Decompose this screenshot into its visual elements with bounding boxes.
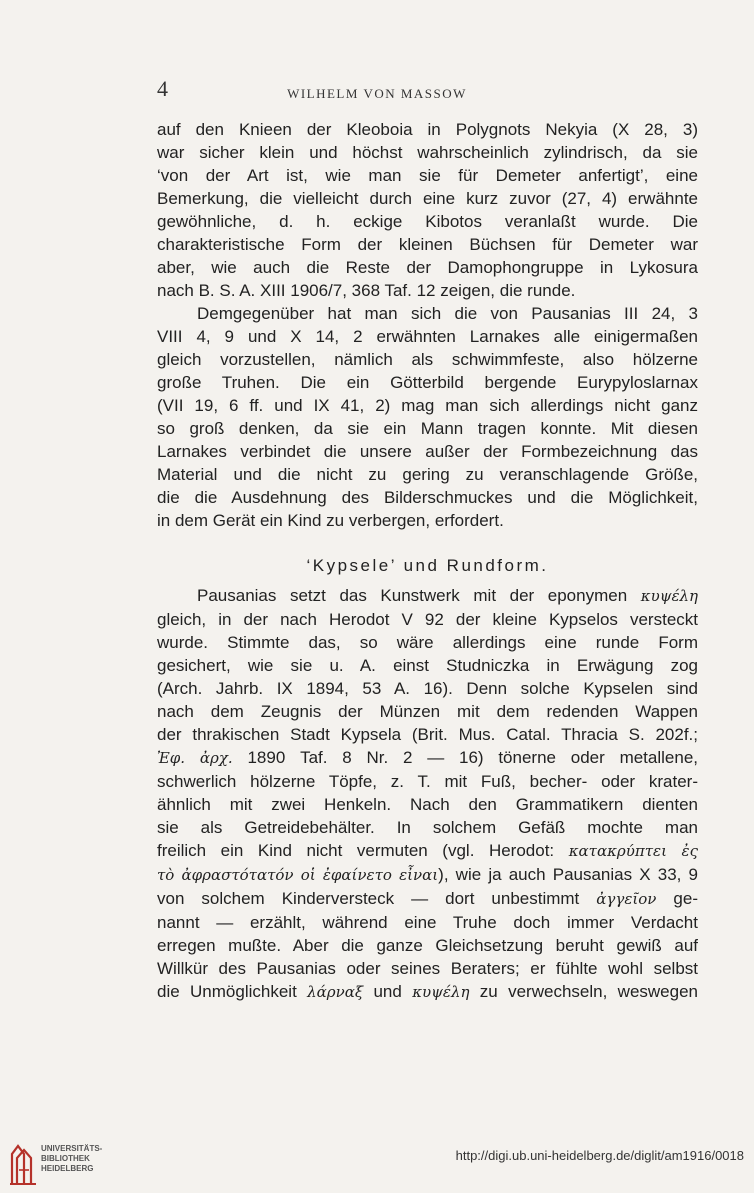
text-segment: ), wie ja auch Pausanias X 33, 9: [438, 865, 698, 884]
text-line: gewöhnliche, d. h. eckige Kibotos veranlaßt wurde. Die: [157, 212, 698, 231]
text-line: Material und die nicht zu gering zu veranschlagende Größe,: [157, 465, 698, 484]
text-line: charakteristische Form der kleinen Büchsen für Demeter war: [157, 235, 698, 254]
greek-term: ἀγγεῖον: [596, 890, 657, 908]
text-line: in dem Gerät ein Kind zu verbergen, erfordert.: [157, 511, 504, 530]
text-segment: wurde. Stimmte das, so wäre allerdings eine runde Form: [157, 633, 698, 652]
greek-term: κυψέλη: [412, 983, 470, 1001]
text-segment: der thrakischen Stadt Kypsela (Brit. Mus. Catal. Thracia S. 202f.;: [157, 725, 698, 744]
text-segment: die Unmöglichkeit: [157, 982, 308, 1001]
text-line: große Truhen. Die ein Götterbild bergende Eurypyloslarnax: [157, 373, 698, 392]
greek-term: λάρναξ: [307, 983, 364, 1001]
paragraph-1: [157, 118, 698, 302]
running-title: WILHELM VON MASSOW: [287, 86, 467, 101]
text-line: auf den Knieen der Kleoboia in Polygnots Nekyia (X 28, 3): [157, 120, 698, 139]
text-line: [157, 770, 698, 793]
text-segment: erregen mußte. Aber die ganze Gleichsetzung beruht gewiß auf: [157, 936, 698, 955]
text-segment: Pausanias setzt das Kunstwerk mit der eponymen: [197, 586, 641, 605]
text-line: [157, 839, 698, 863]
library-name: [41, 1144, 102, 1174]
text-line: [157, 654, 698, 677]
text-segment: ähnlich mit zwei Henkeln. Nach den Grammatikern dienten: [157, 795, 698, 814]
text-segment: 1890 Taf. 8 Nr. 2 — 16) tönerne oder metallene,: [232, 748, 698, 767]
text-segment: (Arch. Jahrb. IX 1894, 53 A. 16). Denn solche Kypselen sind: [157, 679, 698, 698]
library-name-line: BIBLIOTHEK: [41, 1154, 90, 1163]
text-line: [157, 980, 698, 1004]
text-line: [157, 584, 698, 608]
greek-term: κατακρύπτει ἐς: [568, 842, 698, 860]
text-line: so groß denken, da sie ein Mann tragen konnte. Mit diesen: [157, 419, 698, 438]
text-line: war sicher klein und höchst wahrscheinlich zylindrisch, da sie: [157, 143, 698, 162]
text-segment: freilich ein Kind nicht vermuten (vgl. Herodot:: [157, 841, 569, 860]
text-line: [157, 631, 698, 654]
text-line: die die Ausdehnung des Bilderschmuckes und die Möglichkeit,: [157, 488, 698, 507]
text-segment: Willkür des Pausanias oder seines Beraters; er fühlte wohl selbst: [157, 959, 698, 978]
text-line: [157, 723, 698, 746]
text-line: gleich vorzustellen, nämlich als schwimmfeste, also hölzerne: [157, 350, 698, 369]
text-segment: gleich, in der nach Herodot V 92 der kleine Kypselos versteckt: [157, 610, 698, 629]
library-name-line: HEIDELBERG: [41, 1164, 94, 1173]
text-segment: von solchem Kinderversteck — dort unbestimmt: [157, 889, 597, 908]
page-header: [157, 76, 597, 100]
text-line: nach B. S. A. XIII 1906/7, 368 Taf. 12 zeigen, die runde.: [157, 281, 576, 300]
text-line: [157, 911, 698, 934]
text-segment: nannt — erzählt, während eine Truhe doch immer Verdacht: [157, 913, 698, 932]
text-line: [157, 793, 698, 816]
text-segment: und: [363, 982, 413, 1001]
text-line: [157, 887, 698, 911]
body-text: [157, 118, 698, 1004]
text-segment: zu verwechseln, weswegen: [469, 982, 698, 1001]
library-name-line: UNIVERSITÄTS-: [41, 1144, 103, 1153]
text-line: [157, 746, 698, 770]
text-line: VIII 4, 9 und X 14, 2 erwähnten Larnakes alle einigermaßen: [157, 327, 698, 346]
source-url-link[interactable]: http://digi.ub.uni-heidelberg.de/diglit/am1916/0018: [455, 1148, 744, 1163]
text-line: Bemerkung, die vielleicht durch eine kurz zuvor (27, 4) erwähnte: [157, 189, 698, 208]
greek-term: Ἐφ. ἀρχ.: [157, 749, 233, 767]
text-segment: gesichert, wie sie u. A. einst Studniczka in Erwägung zog: [157, 656, 698, 675]
paragraph-2: [157, 302, 698, 532]
text-segment: ge-: [656, 889, 698, 908]
text-line: [157, 677, 698, 700]
text-segment: sie als Getreidebehälter. In solchem Gefäß mochte man: [157, 818, 698, 837]
section-heading: ‘Kypsele’ und Rundform.: [306, 556, 549, 575]
text-line: (VII 19, 6 ff. und IX 41, 2) mag man sich allerdings nicht ganz: [157, 396, 698, 415]
text-line: Demgegenüber hat man sich die von Pausanias III 24, 3: [197, 304, 698, 323]
text-line: ‘von der Art ist, wie man sie für Demeter anfertigt’, eine: [157, 166, 698, 185]
paragraph-3: [157, 584, 698, 1004]
text-segment: schwerlich hölzerne Töpfe, z. T. mit Fuß, becher- oder krater-: [157, 772, 698, 791]
greek-term: κυψέλη: [640, 587, 698, 605]
text-line: [157, 700, 698, 723]
text-line: [157, 863, 698, 887]
text-segment: nach dem Zeugnis der Münzen mit dem redenden Wappen: [157, 702, 698, 721]
text-line: aber, wie auch die Reste der Damophongruppe in Lykosura: [157, 258, 698, 277]
text-line: [157, 957, 698, 980]
text-line: [157, 934, 698, 957]
text-line: [157, 816, 698, 839]
greek-term: τὸ ἀφραστότατόν οἱ ἐφαίνετο εἶναι: [157, 866, 439, 884]
library-seal-icon: [8, 1140, 42, 1186]
library-logo: [8, 1140, 168, 1186]
text-line: [157, 608, 698, 631]
text-line: Larnakes verbindet die unsere außer der Formbezeichnung das: [157, 442, 698, 461]
page-number: 4: [157, 76, 168, 101]
